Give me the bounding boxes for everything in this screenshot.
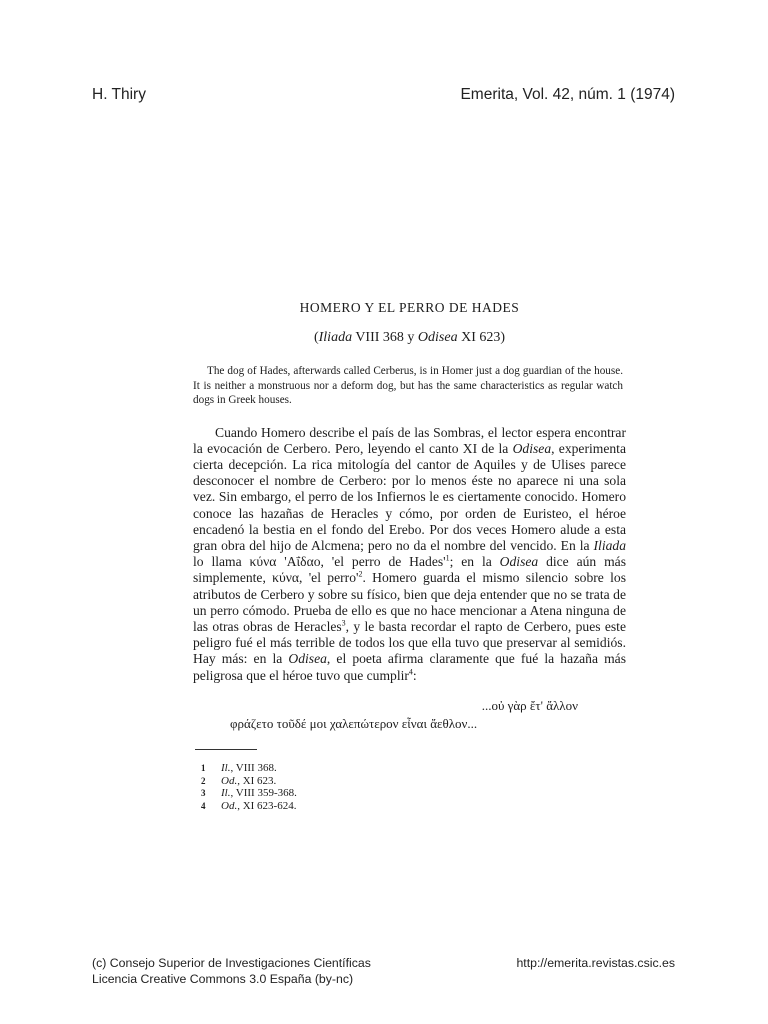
footnote-work: Il.	[221, 762, 231, 775]
footnote-text	[221, 800, 296, 813]
quote-line-2: φράζετο τοῦδέ μοι χαλεπώτερον εἶναι ἄεθλον...	[230, 716, 478, 732]
body-text-segment: ; en la	[449, 554, 500, 570]
footnote	[201, 775, 626, 788]
body-italic-iliada: Iliada	[593, 537, 626, 553]
footnote-text	[221, 787, 297, 800]
footnote-number: 4	[201, 800, 206, 811]
body-text-segment: Cuando Homero describe el país de las Sombras, el lector espera encontrar la evocación de Cerbero. Pero, leyendo el canto XI de la	[193, 424, 626, 456]
footnote-number: 2	[201, 775, 206, 786]
journal-url-link[interactable]: http://emerita.revistas.csic.es	[516, 956, 675, 970]
footnote-ref-1[interactable]: 1	[445, 553, 450, 563]
footnote-text	[221, 762, 277, 775]
footnote-ref: , VIII 359-368.	[230, 787, 297, 800]
footnote-ref: , VIII 368.	[230, 762, 277, 775]
footnote-ref: , XI 623.	[237, 774, 277, 787]
quote-line-1: ...οὐ γὰρ ἔτ' ἄλλον	[481, 698, 578, 714]
subtitle-iliad: Iliada	[318, 330, 353, 345]
footnote-work: Od.	[221, 774, 238, 787]
footnote-number: 3	[201, 788, 206, 799]
body-text-segment: . Homero guarda el mismo silencio sobre los atributos de Cerbero y sobre su físico, bien que deja entender que no se trata de un perro cómodo. Prueba de ello es que no hace mencionar a Atena ninguna de las otras obras de Heracles	[193, 570, 626, 634]
footnote-ref-3[interactable]: 3	[341, 618, 346, 628]
footnote-ref-4[interactable]: 4	[408, 667, 413, 677]
footnote-work: Il.	[221, 787, 231, 800]
footnote-ref: , XI 623-624.	[237, 799, 297, 812]
body-italic-odisea: Odisea	[288, 651, 327, 667]
author-name: H. Thiry	[92, 86, 146, 103]
body-text-segment: :	[412, 667, 417, 683]
body-text-segment: dice aún más simplemente, κύνα, 'el perro'	[193, 554, 626, 586]
license-notice: Licencia Creative Commons 3.0 España (by-nc)	[92, 971, 354, 986]
article	[193, 300, 626, 812]
footnote	[201, 800, 626, 813]
footnote-work: Od.	[221, 799, 238, 812]
footnote-number: 1	[201, 763, 206, 774]
body-text-segment: , y le basta recordar el rapto de Cerbero, pues este peligro fué el más terrible de todos los que ella tuvo que preservar al semidiós. Hay más: en la	[193, 618, 626, 667]
footnote	[201, 787, 626, 800]
article-title: HOMERO Y EL PERRO DE HADES	[299, 300, 520, 315]
footnote-divider	[195, 749, 257, 750]
page-footer	[92, 956, 675, 987]
body-text-segment: , experimenta cierta decepción. La rica mitología del cantor de Aquiles y de Ulises parece desconocer el nombre de Cerbero: por lo menos éste no aparece ni una sola vez. Sin embargo, el perro de los Infiernos le es ciertamente conocido. Homero conoce las hazañas de Heracles y cómo, por orden de Euristeo, el héroe encadenó la bestia en el fondo del Erebo. Por dos veces Homero alude a esta gran obra del hijo de Alcmena; pero no da el nombre del vencido. En la	[193, 440, 626, 553]
subtitle-odyssey: Odisea	[417, 330, 458, 345]
footnote	[201, 762, 626, 775]
footnote-ref-2[interactable]: 2	[358, 569, 363, 579]
copyright-notice: (c) Consejo Superior de Investigaciones Científicas	[92, 956, 371, 970]
body-paragraph	[193, 425, 626, 684]
footnotes	[193, 762, 626, 812]
body-text-segment: , el poeta afirma claramente que fué la hazaña más peligrosa que el héroe tuvo que cumplir	[193, 651, 626, 683]
subtitle-open-paren: (	[313, 330, 319, 345]
greek-quotation	[193, 697, 626, 733]
running-header	[92, 86, 675, 104]
body-italic-odisea: Odisea	[499, 554, 539, 570]
body-italic-odisea: Odisea	[512, 440, 552, 456]
article-subtitle	[193, 330, 626, 346]
footnote-text	[221, 775, 276, 788]
body-text-segment: lo llama κύνα 'Αΐδαο, 'el perro de Hades'	[193, 554, 446, 570]
subtitle-iliad-ref: VIII 368 y	[352, 330, 418, 345]
journal-citation: Emerita, Vol. 42, núm. 1 (1974)	[460, 86, 675, 103]
abstract: The dog of Hades, afterwards called Cerberus, is in Homer just a dog guardian of the house. It is neither a monstruous nor a deform dog, but has the same characteristics as regular watch dogs in Greek houses.	[193, 365, 623, 406]
subtitle-odyssey-ref: XI 623)	[457, 330, 506, 345]
